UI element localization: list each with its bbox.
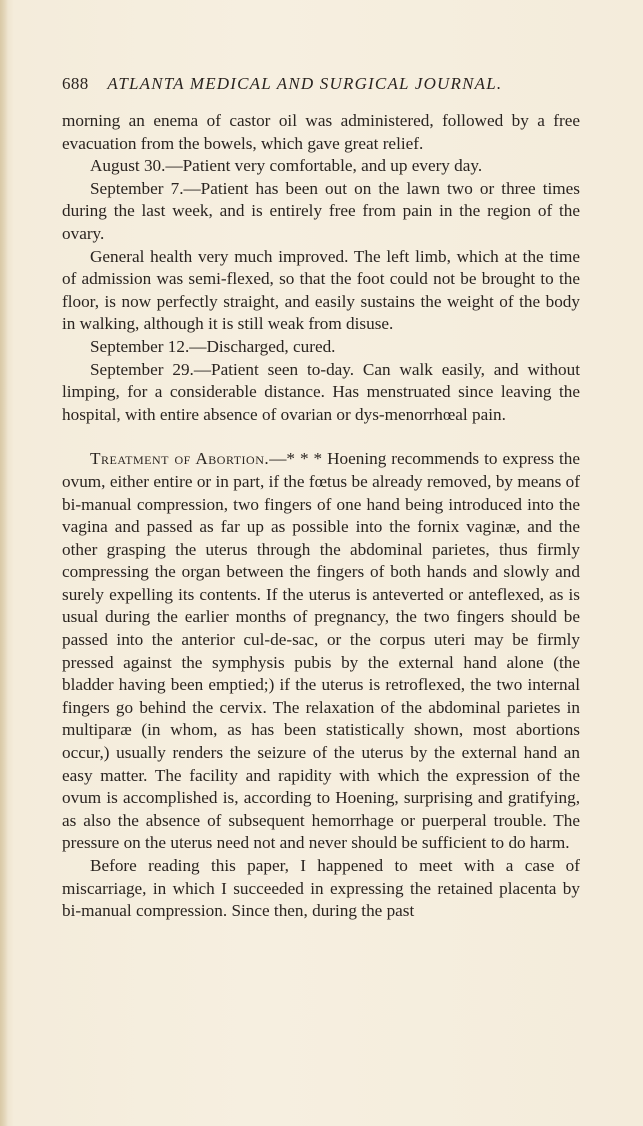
paragraph-september-29: September 29.—Patient seen to-day. Can walk easily, and without limping, for a considerable distance. Has menstruated since leaving the hospital, with entire absence of ovarian or dys-menorrhœal pain. — [62, 359, 580, 424]
article-body — [62, 110, 580, 923]
paragraph-continuation: morning an enema of castor oil was administered, followed by a free evacuation from the bowels, which gave great relief. — [62, 111, 580, 153]
running-header — [62, 74, 582, 94]
paragraph-september-7: September 7.—Patient has been out on the lawn two or three times during the last week, and is entirely free from pain in the region of the ovary. — [62, 178, 580, 243]
paragraph-august-30: August 30.—Patient very comfortable, and up every day. — [90, 156, 483, 176]
page-edge-shadow — [0, 0, 8, 1126]
page-number: 688 — [62, 74, 89, 93]
paragraph-general-health: General health very much improved. The left limb, which at the time of admission was semi-flexed, so that the foot could not be brought to the floor, is now perfectly straight, and easily sustains the weight of the body in walking, although it is still weak from disuse. — [62, 246, 580, 334]
paragraph-september-12: September 12.—Discharged, cured. — [90, 336, 336, 356]
section-heading-ellipsis: —* * * — [269, 449, 323, 469]
section-body: Hoening recommends to express the ovum, either entire or in part, if the fœtus be already removed, by means of bi-manual compression, two fingers of one hand being introduced into the vagina and passed as far up as possible into the fornix vaginæ, and the other grasping the uterus through the abdominal parietes, thus firmly compressing the organ between the fingers of both hands and slowly and surely expelling its contents. If the uterus is anteverted or anteflexed, as is usual during the earlier months of pregnancy, the two fingers should be passed into the anterior cul-de-sac, or the corpus uteri may be firmly pressed against the symphysis pubis by the external hand alone (the bladder having been emptied;) if the uterus is retroflexed, the two internal fingers go behind the cervix. The relaxation of the abdominal parietes in multiparæ (in whom, as has been statistically shown, most abortions occur,) usually renders the seizure of the uterus by the external hand an easy matter. The facility and rapidity with which the expression of the ovum is accomplished is, according to Hoening, surprising and gratifying, as also the absence of subsequent hemorrhage or puerperal trouble. The pressure on the uterus need not and never should be sufficient to do harm. — [62, 449, 581, 853]
section-treatment-of-abortion — [62, 448, 580, 855]
section-heading: Treatment of Abortion. — [90, 449, 270, 469]
paragraph-before-reading: Before reading this paper, I happened to meet with a case of miscarriage, in which I succeeded in expressing the retained placenta by bi-manual compression. Since then, during the past — [62, 856, 580, 921]
journal-title: ATLANTA MEDICAL AND SURGICAL JOURNAL. — [107, 74, 503, 93]
